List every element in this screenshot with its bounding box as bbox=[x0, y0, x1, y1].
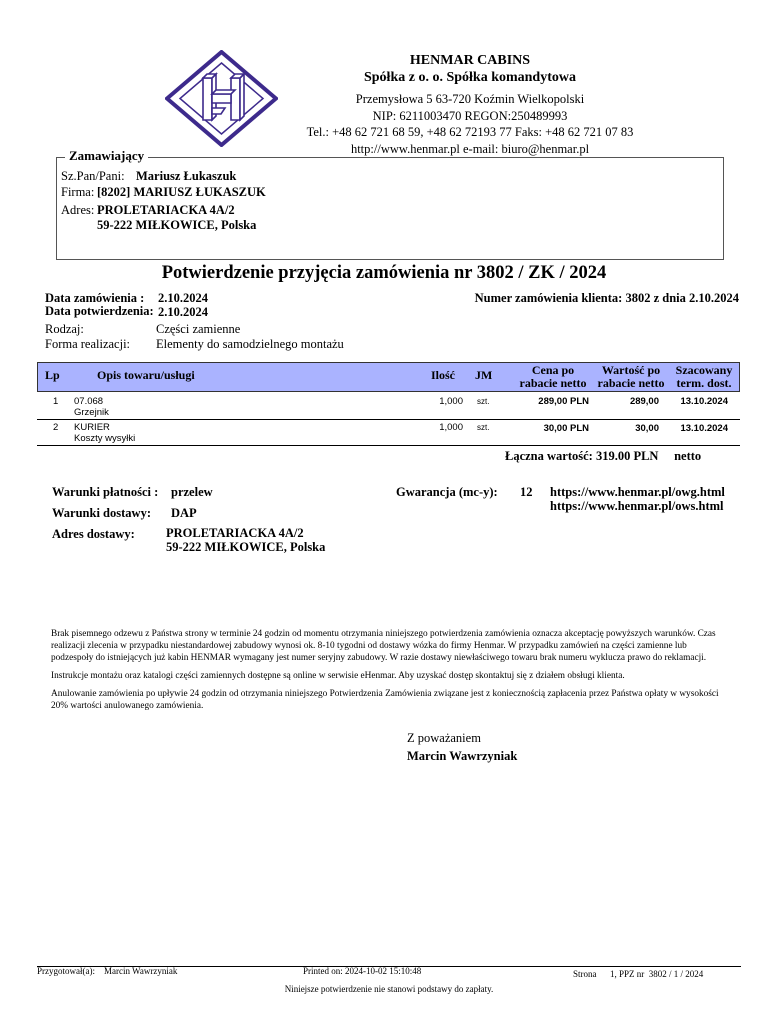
confirm-date: 2.10.2024 bbox=[158, 305, 208, 319]
row-term: 13.10.2024 bbox=[680, 396, 728, 407]
row-value: 30,00 bbox=[635, 423, 659, 434]
table-bottom-line bbox=[37, 445, 740, 446]
total-value: Łączna wartość: 319.00 PLN netto bbox=[505, 449, 702, 463]
row-price: 289,00 PLN bbox=[538, 396, 589, 407]
row-value: 289,00 bbox=[629, 396, 659, 407]
customer-firm: [8202] MARIUSZ ŁUKASZUK bbox=[97, 185, 266, 199]
col-price-line2: rabacie netto bbox=[519, 376, 587, 390]
row-lp: 1 bbox=[53, 396, 59, 407]
warranty-value: 12 bbox=[520, 485, 533, 499]
customer-person-label: Sz.Pan/Pani: bbox=[61, 169, 125, 183]
order-date: 2.10.2024 bbox=[158, 291, 208, 305]
delivery-value: DAP bbox=[171, 506, 197, 520]
form-label: Forma realizacji: bbox=[45, 337, 131, 351]
col-value-line1: Wartość po bbox=[601, 363, 661, 377]
signature-greeting: Z poważaniem bbox=[407, 731, 481, 745]
order-date-label: Data zamówienia : bbox=[45, 291, 145, 305]
col-description: Opis towaru/usługi bbox=[97, 368, 195, 382]
kind-label: Rodzaj: bbox=[45, 322, 84, 336]
delivery-address-line1: PROLETARIACKA 4A/2 bbox=[166, 526, 304, 540]
row-code: KURIER bbox=[74, 422, 110, 433]
col-term-line2: term. dost. bbox=[676, 376, 732, 390]
warranty-label: Gwarancja (mc-y): bbox=[396, 485, 498, 499]
col-lp: Lp bbox=[45, 368, 60, 382]
table-row bbox=[37, 419, 740, 446]
table-header bbox=[37, 362, 740, 392]
form-value: Elementy do samodzielnego montażu bbox=[156, 337, 344, 351]
company-web: http://www.henmar.pl e-mail: biuro@henmar.pl bbox=[350, 141, 590, 156]
footer-page: Strona 1, PPZ nr 3802 / 1 / 2024 bbox=[573, 969, 704, 979]
company-subtitle: Spółka z o. o. Spółka komandytowa bbox=[363, 70, 576, 85]
note-paragraph: Instrukcje montażu oraz katalogi części zamiennych dostępne są online w serwisie eHenmar. Aby uzyskać dostęp skontaktuj się z działem obsługi klienta. bbox=[51, 671, 625, 681]
row-name: Koszty wysyłki bbox=[74, 433, 136, 444]
col-quantity: Ilość bbox=[431, 368, 455, 382]
customer-firm-label: Firma: bbox=[61, 185, 95, 199]
company-ids: NIP: 6211003470 REGON:250489993 bbox=[372, 108, 568, 123]
footer-disclaimer: Niniejsze potwierdzenie nie stanowi podstawy do zapłaty. bbox=[284, 984, 494, 994]
row-code: 07.068 bbox=[74, 396, 104, 407]
delivery-address-label: Adres dostawy: bbox=[52, 527, 135, 541]
company-name: HENMAR CABINS bbox=[409, 53, 531, 68]
note-paragraph: Anulowanie zamówienia po upływie 24 godzin od otrzymania niniejszego Potwierdzenia Zamówienia związane jest z koniecznością zapłacenia przez Państwa opłaty w wysokości 20% wartości anulowanego zamówienia. bbox=[51, 689, 719, 711]
footer-printed: Printed on: 2024-10-02 15:10:48 bbox=[303, 966, 422, 976]
company-logo bbox=[165, 50, 278, 147]
row-unit: szt. bbox=[477, 397, 490, 406]
warranty-link[interactable]: https://www.henmar.pl/owg.html bbox=[550, 485, 725, 499]
confirm-date-label: Data potwierdzenia: bbox=[45, 304, 154, 318]
row-unit: szt. bbox=[477, 423, 490, 432]
service-link[interactable]: https://www.henmar.pl/ows.html bbox=[550, 499, 724, 513]
terms-notes bbox=[51, 628, 721, 718]
row-qty: 1,000 bbox=[439, 422, 463, 433]
signature-name: Marcin Wawrzyniak bbox=[407, 749, 518, 763]
delivery-label: Warunki dostawy: bbox=[52, 506, 151, 520]
customer-address-line1: PROLETARIACKA 4A/2 bbox=[97, 203, 235, 217]
company-phones: Tel.: +48 62 721 68 59, +48 62 72193 77 Faks: +48 62 721 07 83 bbox=[306, 125, 634, 139]
row-qty: 1,000 bbox=[439, 396, 463, 407]
col-term bbox=[668, 364, 740, 390]
customer-address-label: Adres: bbox=[61, 203, 95, 217]
company-header bbox=[285, 52, 655, 157]
payment-value: przelew bbox=[171, 485, 213, 499]
company-address: Przemysłowa 5 63-720 Koźmin Wielkopolski bbox=[355, 92, 585, 106]
col-term-line1: Szacowany bbox=[675, 363, 733, 377]
customer-person: Mariusz Łukaszuk bbox=[136, 169, 237, 183]
col-unit: JM bbox=[475, 368, 493, 382]
col-price bbox=[513, 364, 593, 390]
col-value-line2: rabacie netto bbox=[597, 376, 665, 390]
customer-address-line2: 59-222 MIŁKOWICE, Polska bbox=[97, 218, 257, 232]
row-term: 13.10.2024 bbox=[680, 423, 728, 434]
footer-prepared: Przygotował(a): Marcin Wawrzyniak bbox=[37, 966, 178, 976]
col-value bbox=[592, 364, 670, 390]
row-name: Grzejnik bbox=[74, 407, 109, 418]
payment-label: Warunki płatności : bbox=[52, 485, 159, 499]
client-order-number: Numer zamówienia klienta: 3802 z dnia 2.10.2024 bbox=[474, 291, 739, 305]
note-paragraph: Brak pisemnego odzewu z Państwa strony w terminie 24 godzin od momentu otrzymania niniejszego potwierdzenia zamówienia oznacza akceptację powyższych warunków. Czas realizacji zlecenia w przypadku niestandardowej zabudowy wynosi ok. 8-10 tygodni od dostawy wózka do firmy Henmar. W przypadku zamówień na części zamienne lub podzespoły do istniejących już kabin HENMAR wymagany jest numer seryjny zabudowy. W razie dostawy niewłaściwego towaru brak numeru wyklucza prawo do reklamacji. bbox=[51, 629, 716, 663]
row-price: 30,00 PLN bbox=[543, 423, 589, 434]
row-lp: 2 bbox=[53, 422, 59, 433]
customer-legend: Zamawiający bbox=[65, 148, 148, 164]
table-row bbox=[37, 392, 740, 420]
delivery-address-line2: 59-222 MIŁKOWICE, Polska bbox=[166, 540, 326, 554]
document-title: Potwierdzenie przyjęcia zamówienia nr 3802 / ZK / 2024 bbox=[161, 263, 607, 283]
col-price-line1: Cena po bbox=[531, 363, 575, 377]
kind-value: Części zamienne bbox=[156, 322, 241, 336]
